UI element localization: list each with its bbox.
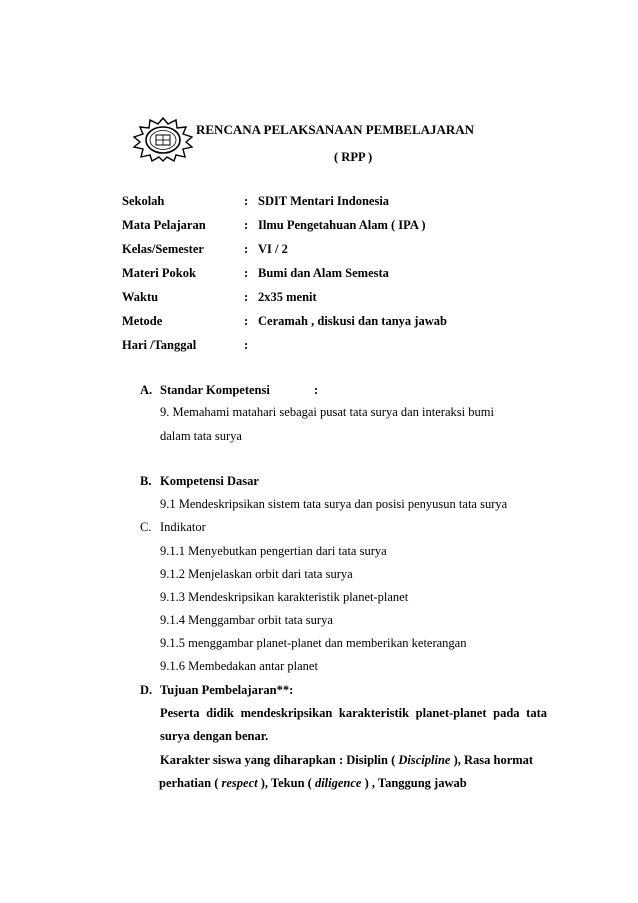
info-colon: : xyxy=(244,194,249,208)
section-d-letter: D. xyxy=(140,683,153,697)
info-value: Ilmu Pengetahuan Alam ( IPA ) xyxy=(258,218,426,232)
indicator-item: 9.1.5 menggambar planet-planet dan memberikan keterangan xyxy=(160,636,467,650)
info-colon: : xyxy=(244,242,249,256)
indicator-item: 9.1.1 Menyebutkan pengertian dari tata surya xyxy=(160,544,387,558)
character-text: ), Tekun ( xyxy=(257,776,315,790)
section-b-heading: Kompetensi Dasar xyxy=(160,474,259,488)
character-term: diligence xyxy=(314,776,362,790)
indicator-item: 9.1.6 Membedakan antar planet xyxy=(160,659,318,673)
info-label: Waktu xyxy=(122,290,159,304)
character-text: Karakter siswa yang diharapkan : Disiplin ( xyxy=(160,753,399,767)
info-label: Materi Pokok xyxy=(122,266,196,280)
info-label: Hari /Tanggal xyxy=(122,338,197,352)
character-line-2 xyxy=(159,776,467,791)
info-colon: : xyxy=(244,266,249,280)
character-text: perhatian ( xyxy=(159,776,222,790)
info-value: Ceramah , diskusi dan tanya jawab xyxy=(258,314,447,328)
goal-line: surya dengan benar. xyxy=(160,729,269,743)
info-value: Bumi dan Alam Semesta xyxy=(258,266,389,280)
section-b-line: 9.1 Mendeskripsikan sistem tata surya dan posisi penyusun tata surya xyxy=(160,497,508,511)
info-colon: : xyxy=(244,218,249,232)
info-label: Mata Pelajaran xyxy=(122,218,206,232)
section-a-line: dalam tata surya xyxy=(160,429,242,443)
character-line-1 xyxy=(160,753,533,768)
indicator-item: 9.1.4 Menggambar orbit tata surya xyxy=(160,613,333,627)
section-b-letter: B. xyxy=(140,474,152,488)
document-title: RENCANA PELAKSANAAN PEMBELAJARAN xyxy=(196,122,475,137)
info-label: Metode xyxy=(122,314,163,328)
indicator-item: 9.1.2 Menjelaskan orbit dari tata surya xyxy=(160,567,353,581)
indicator-item: 9.1.3 Mendeskripsikan karakteristik planet-planet xyxy=(160,590,409,604)
info-colon: : xyxy=(244,338,249,352)
info-value: VI / 2 xyxy=(258,242,288,256)
goal-line: Peserta didik mendeskripsikan karakteristik planet-planet pada tata xyxy=(160,706,547,720)
section-d-heading: Tujuan Pembelajaran**: xyxy=(160,683,294,697)
section-c-letter: C. xyxy=(140,520,152,534)
document-subtitle: ( RPP ) xyxy=(334,150,373,164)
section-a-letter: A. xyxy=(140,383,153,397)
section-a-heading: Standar Kompetensi xyxy=(160,383,270,397)
info-label: Sekolah xyxy=(122,194,165,208)
info-value: SDIT Mentari Indonesia xyxy=(258,194,390,208)
info-colon: : xyxy=(244,314,249,328)
character-text: ), Rasa hormat xyxy=(450,753,534,767)
info-label: Kelas/Semester xyxy=(122,242,204,256)
character-term: respect xyxy=(221,776,258,790)
character-text: ) , Tanggung jawab xyxy=(361,776,467,790)
section-a-line: 9. Memahami matahari sebagai pusat tata surya dan interaksi bumi xyxy=(160,405,494,419)
section-a-colon: : xyxy=(314,383,319,397)
info-value: 2x35 menit xyxy=(258,290,317,304)
info-colon: : xyxy=(244,290,249,304)
school-logo-emblem xyxy=(131,116,195,162)
section-c-heading: Indikator xyxy=(160,520,206,534)
character-term: Discipline xyxy=(398,753,451,767)
